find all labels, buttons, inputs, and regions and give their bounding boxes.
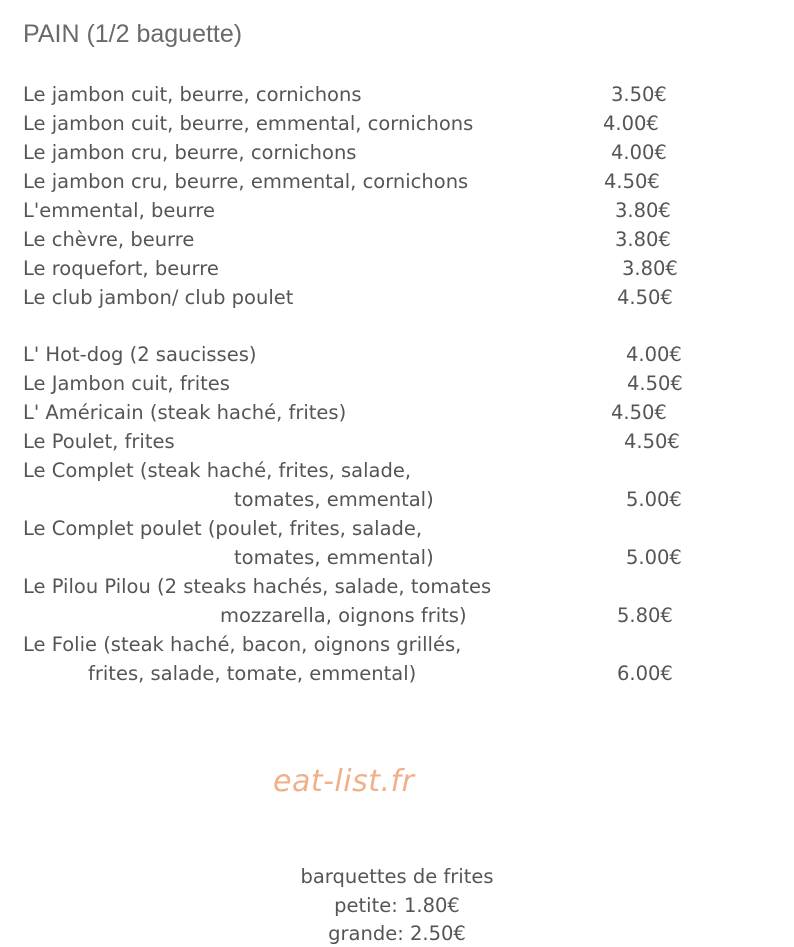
item-price: 3.80€ — [615, 199, 671, 222]
watermark: eat-list.fr — [273, 764, 415, 799]
item-name-continued: tomates, emmental) — [234, 488, 434, 511]
item-name-continued: tomates, emmental) — [234, 546, 434, 569]
fries-large-price: grande: 2.50€ — [328, 922, 466, 945]
item-name: Le Poulet, frites — [23, 430, 175, 453]
item-name: Le Complet poulet (poulet, frites, salade, — [23, 517, 423, 540]
item-name: Le jambon cru, beurre, cornichons — [23, 141, 357, 164]
item-price: 5.00€ — [626, 546, 682, 569]
item-price: 3.80€ — [622, 257, 678, 280]
item-price: 6.00€ — [617, 662, 673, 685]
item-name: Le jambon cuit, beurre, cornichons — [23, 83, 362, 106]
item-name-continued: frites, salade, tomate, emmental) — [88, 662, 417, 685]
item-price: 4.50€ — [604, 170, 660, 193]
item-price: 3.80€ — [615, 228, 671, 251]
item-price: 4.50€ — [627, 372, 683, 395]
item-price: 4.00€ — [626, 343, 682, 366]
item-name-continued: mozzarella, oignons frits) — [220, 604, 467, 627]
item-price: 5.00€ — [626, 488, 682, 511]
item-price: 4.00€ — [603, 112, 659, 135]
item-name: Le Jambon cuit, frites — [23, 372, 230, 395]
fries-small-price: petite: 1.80€ — [334, 894, 460, 917]
item-name: Le jambon cru, beurre, emmental, cornichons — [23, 170, 469, 193]
item-price: 4.00€ — [611, 141, 667, 164]
item-name: Le Pilou Pilou (2 steaks hachés, salade, tomates — [23, 575, 492, 598]
item-name: Le club jambon/ club poulet — [23, 286, 294, 309]
item-price: 4.50€ — [624, 430, 680, 453]
section-title: PAIN (1/2 baguette) — [23, 20, 243, 48]
item-name: L' Hot-dog (2 saucisses) — [23, 343, 257, 366]
item-price: 4.50€ — [611, 401, 667, 424]
item-price: 4.50€ — [617, 286, 673, 309]
item-name: Le roquefort, beurre — [23, 257, 219, 280]
item-name: L' Américain (steak haché, frites) — [23, 401, 347, 424]
fries-title: barquettes de frites — [300, 865, 494, 888]
item-name: Le Folie (steak haché, bacon, oignons grillés, — [23, 633, 462, 656]
item-price: 5.80€ — [617, 604, 673, 627]
item-name: Le jambon cuit, beurre, emmental, cornichons — [23, 112, 474, 135]
item-price: 3.50€ — [611, 83, 667, 106]
item-name: Le chèvre, beurre — [23, 228, 195, 251]
item-name: L'emmental, beurre — [23, 199, 215, 222]
item-name: Le Complet (steak haché, frites, salade, — [23, 459, 412, 482]
